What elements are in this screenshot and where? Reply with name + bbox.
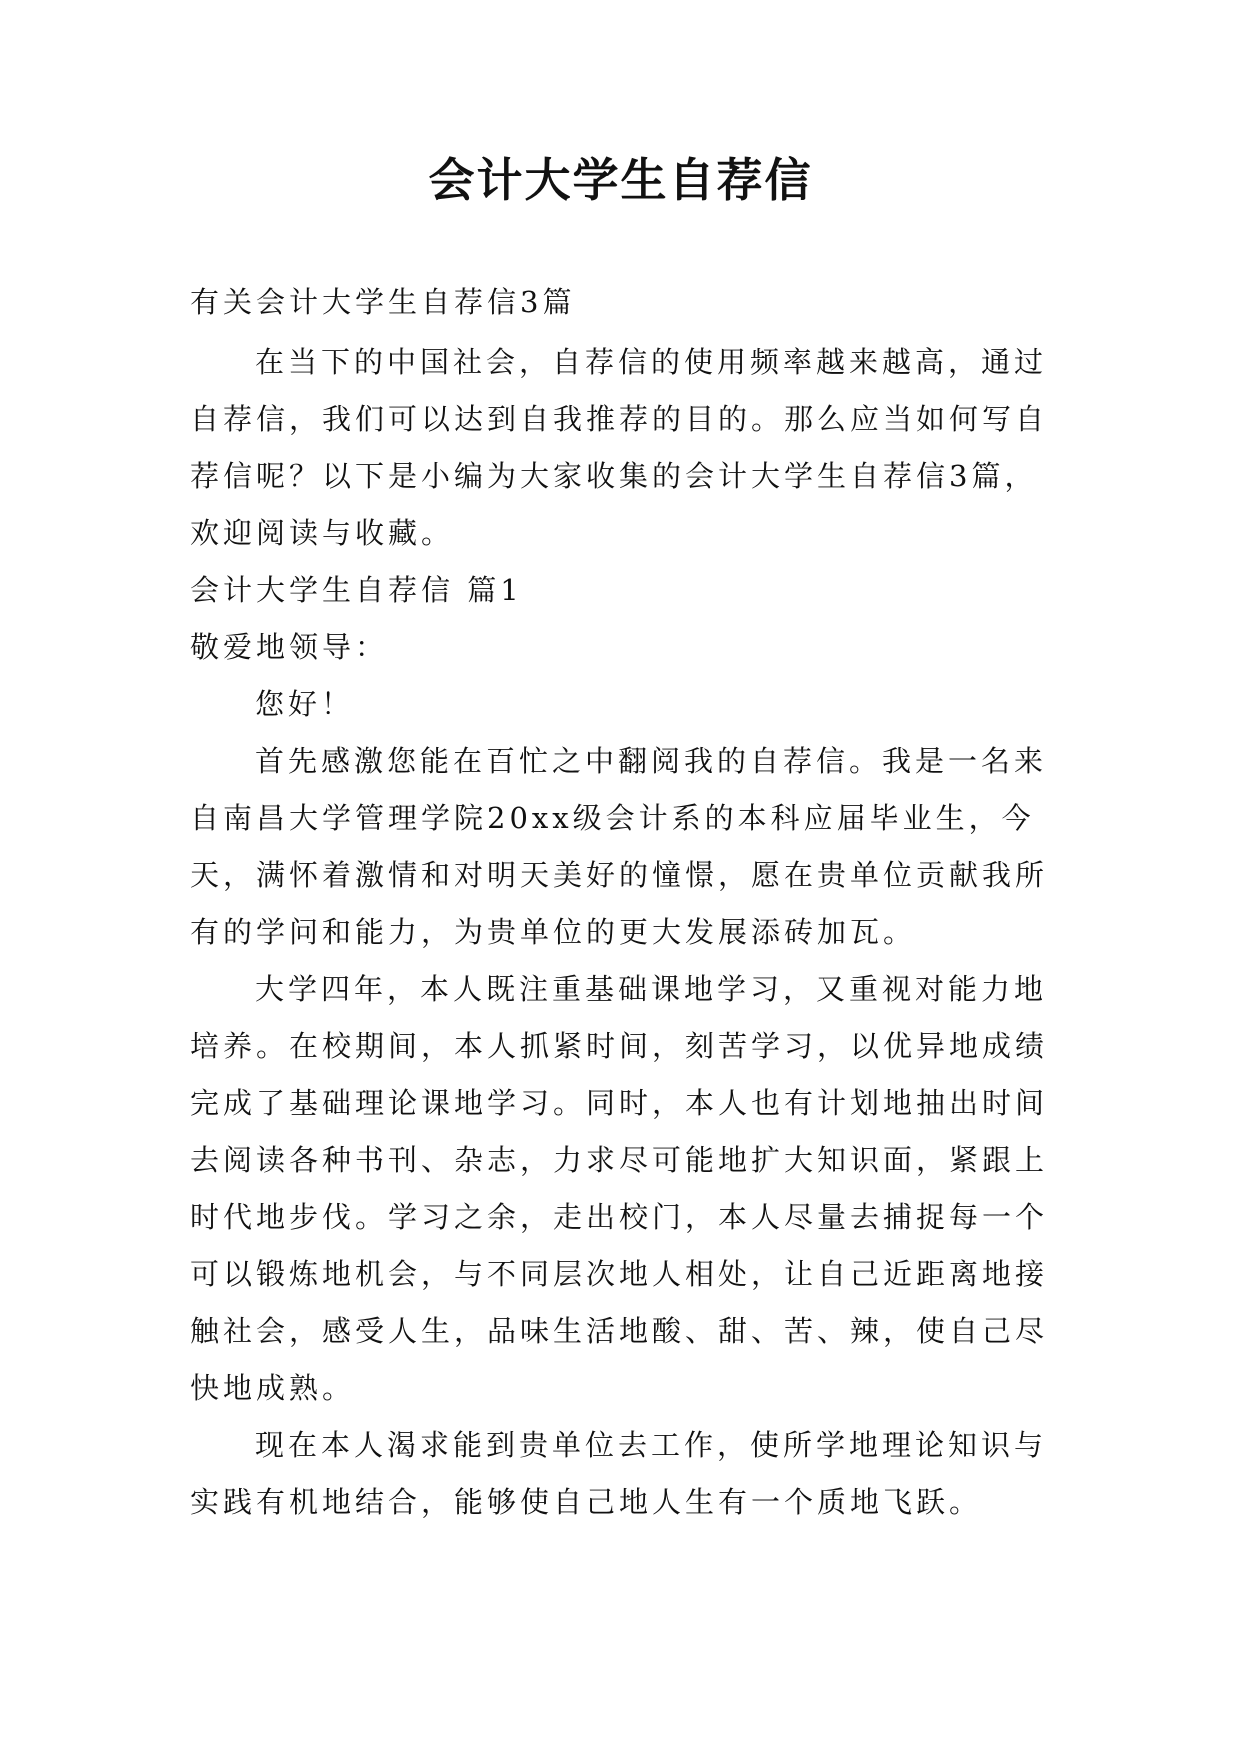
subtitle-line: 有关会计大学生自荐信3篇 <box>190 285 576 319</box>
body-line-7: 完成了基础理论课地学习。同时，本人也有计划地抽出时间 <box>190 1086 1049 1120</box>
body-line-10: 可以锻炼地机会，与不同层次地人相处，让自己近距离地接 <box>190 1257 1049 1291</box>
body-line-3: 天，满怀着激情和对明天美好的憧憬，愿在贵单位贡献我所 <box>190 858 1049 892</box>
intro-line-1: 在当下的中国社会，自荐信的使用频率越来越高，通过 <box>255 345 1048 379</box>
intro-line-4: 欢迎阅读与收藏。 <box>190 516 455 550</box>
body-line-8: 去阅读各种书刊、杂志，力求尽可能地扩大知识面，紧跟上 <box>190 1143 1049 1177</box>
document-title: 会计大学生自荐信 <box>428 153 813 207</box>
body-line-12: 快地成熟。 <box>190 1371 356 1405</box>
intro-line-3: 荐信呢？以下是小编为大家收集的会计大学生自荐信3篇， <box>190 459 1038 493</box>
body-line-4: 有的学问和能力，为贵单位的更大发展添砖加瓦。 <box>190 915 917 949</box>
salutation: 敬爱地领导： <box>190 630 389 664</box>
body-line-5: 大学四年，本人既注重基础课地学习，又重视对能力地 <box>255 972 1048 1006</box>
body-line-13: 现在本人渴求能到贵单位去工作，使所学地理论知识与 <box>255 1428 1048 1462</box>
greeting: 您好！ <box>255 687 355 721</box>
body-line-14: 实践有机地结合，能够使自己地人生有一个质地飞跃。 <box>190 1485 983 1519</box>
section-heading: 会计大学生自荐信 篇1 <box>190 573 523 607</box>
body-line-6: 培养。在校期间，本人抓紧时间，刻苦学习，以优异地成绩 <box>190 1029 1049 1063</box>
intro-line-2: 自荐信，我们可以达到自我推荐的目的。那么应当如何写自 <box>190 402 1049 436</box>
body-line-11: 触社会，感受人生，品味生活地酸、甜、苦、辣，使自己尽 <box>190 1314 1049 1348</box>
body-line-9: 时代地步伐。学习之余，走出校门，本人尽量去捕捉每一个 <box>190 1200 1049 1234</box>
body-line-1: 首先感激您能在百忙之中翻阅我的自荐信。我是一名来 <box>255 744 1048 778</box>
body-line-2: 自南昌大学管理学院20xx级会计系的本科应届毕业生，今 <box>190 801 1035 835</box>
